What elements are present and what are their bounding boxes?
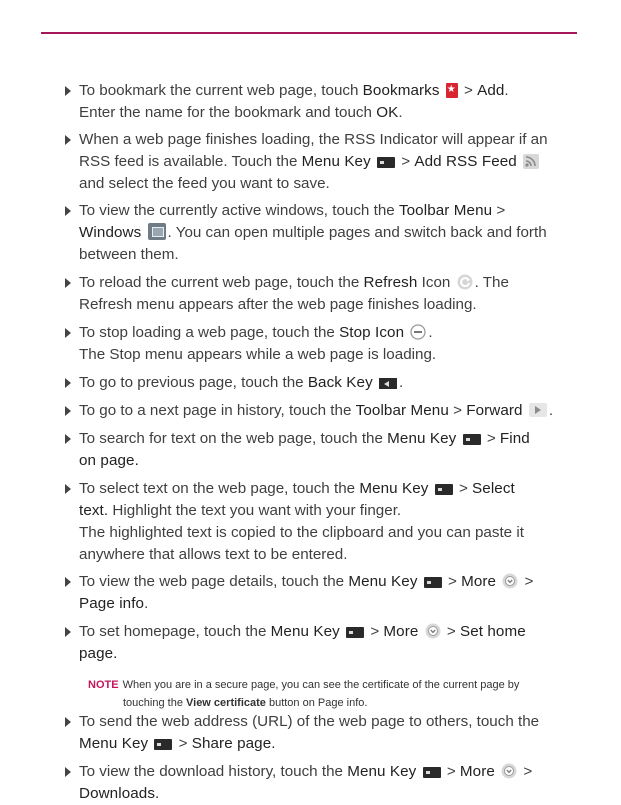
- line: To send the web address (URL) of the web page to others, touch the: [79, 713, 540, 730]
- item-bold: text.: [79, 502, 109, 519]
- item-text: .: [398, 104, 403, 121]
- line: [79, 428, 579, 450]
- item-bold: Bookmarks: [362, 82, 440, 99]
- item-text: .: [504, 82, 509, 99]
- item-text: To view the web page details, touch the: [79, 573, 349, 590]
- item-bold: on page.: [79, 452, 139, 469]
- stop-icon: [410, 324, 426, 340]
- line: [79, 593, 579, 615]
- list-item: [79, 428, 579, 472]
- menu-key-icon: [377, 157, 395, 168]
- item-text: To set homepage, touch the: [79, 623, 271, 640]
- list-item: [79, 372, 579, 394]
- refresh-icon: [457, 274, 473, 290]
- item-bold: Back Key: [307, 374, 373, 391]
- bullet-icon: [65, 135, 71, 145]
- item-bold: Menu Key: [348, 573, 418, 590]
- note-label: NOTE: [88, 679, 119, 691]
- item-text: .: [548, 402, 554, 419]
- note-line: [88, 694, 568, 712]
- item-bold: OK: [376, 104, 399, 121]
- list-item: [79, 200, 579, 266]
- item-bold: Share page.: [191, 735, 276, 752]
- more-icon: [502, 573, 518, 589]
- item-text: >: [492, 202, 506, 219]
- note-box: [88, 676, 568, 712]
- bullet-icon: [65, 86, 71, 96]
- item-text: To view the download history, touch the: [79, 763, 348, 780]
- more-icon: [425, 623, 441, 639]
- item-bold: Menu Key: [387, 430, 457, 447]
- bullet-icon: [65, 328, 71, 338]
- item-text: >: [174, 735, 192, 752]
- item-bold: Add: [477, 82, 505, 99]
- menu-key-icon: [424, 577, 442, 588]
- item-text: >: [448, 402, 467, 419]
- bullet-icon: [65, 406, 71, 416]
- item-text: To view the currently active windows, touch the: [79, 202, 399, 219]
- line: [79, 222, 579, 244]
- line: When a web page finishes loading, the RSS Indicator will appear if an: [79, 131, 548, 148]
- line: The highlighted text is copied to the clipboard and you can paste it: [79, 524, 524, 541]
- item-text: . The: [474, 274, 509, 291]
- bullet-icon: [65, 434, 71, 444]
- bullet-icon: [65, 484, 71, 494]
- menu-key-icon: [423, 767, 441, 778]
- top-divider: [41, 32, 577, 34]
- line: [79, 621, 579, 643]
- line: [79, 571, 579, 593]
- item-bold: Menu Key: [79, 735, 149, 752]
- back-key-icon: [379, 378, 397, 389]
- line: anywhere that allows text to be entered.: [79, 546, 348, 563]
- line: [79, 80, 579, 102]
- item-bold: Stop Icon: [339, 324, 405, 341]
- note-text: button on Page info.: [265, 697, 368, 709]
- rss-feed-icon: [523, 154, 539, 169]
- bullet-icon: [65, 206, 71, 216]
- bullet-icon: [65, 627, 71, 637]
- list-item: [79, 129, 579, 195]
- line: [79, 200, 579, 222]
- bullet-icon: [65, 577, 71, 587]
- line: [79, 643, 579, 665]
- item-text: To go to a next page in history, touch the: [79, 402, 356, 419]
- item-bold: Toolbar Menu: [398, 202, 493, 219]
- item-text: >: [397, 153, 415, 170]
- item-bold: Forward: [466, 402, 523, 419]
- line: [79, 400, 589, 422]
- item-text: >: [443, 573, 462, 590]
- list-item: [79, 621, 579, 665]
- item-text: . You can open multiple pages and switch back and forth: [167, 224, 547, 241]
- line: between them.: [79, 246, 179, 263]
- item-bold: More: [459, 763, 495, 780]
- item-bold: Toolbar Menu: [355, 402, 449, 419]
- menu-key-icon: [154, 739, 172, 750]
- list-item: [79, 272, 579, 316]
- item-bold: Refresh: [363, 274, 418, 291]
- item-bold: Menu Key: [301, 153, 371, 170]
- list-item: [79, 400, 589, 422]
- item-bold: Page info: [79, 595, 145, 612]
- item-text: >: [482, 430, 500, 447]
- note-text: When you are in a secure page, you can see the certificate of the current page by: [122, 679, 520, 691]
- item-bold: More: [383, 623, 419, 640]
- item-text: To stop loading a web page, touch the: [79, 324, 340, 341]
- item-text: >: [442, 763, 460, 780]
- item-text: >: [520, 573, 534, 590]
- item-text: Icon: [417, 274, 455, 291]
- list-item: [79, 478, 579, 566]
- item-text: Enter the name for the bookmark and touch: [79, 104, 377, 121]
- item-bold: Downloads.: [79, 785, 160, 802]
- item-bold: More: [461, 573, 497, 590]
- line: [79, 761, 579, 783]
- line: [79, 478, 579, 500]
- item-bold: Select: [472, 480, 515, 497]
- item-text: >: [366, 623, 384, 640]
- line: Refresh menu appears after the web page finishes loading.: [79, 296, 477, 313]
- line: [79, 733, 584, 755]
- item-text: To select text on the web page, touch the: [79, 480, 360, 497]
- item-text: >: [454, 480, 473, 497]
- bookmark-icon: [446, 83, 458, 98]
- item-text: To bookmark the current web page, touch: [79, 82, 363, 99]
- line: The Stop menu appears while a web page is loading.: [79, 346, 437, 363]
- item-text: >: [459, 82, 478, 99]
- bullet-icon: [65, 278, 71, 288]
- note-text: touching the: [123, 697, 186, 709]
- list-item: [79, 711, 584, 755]
- item-bold: page.: [79, 645, 118, 662]
- item-text: To go to previous page, touch the: [79, 374, 308, 391]
- item-bold: Windows: [79, 224, 142, 241]
- line: [79, 783, 579, 805]
- line: [79, 500, 579, 522]
- list-item: [79, 322, 579, 366]
- list-item: [79, 80, 579, 124]
- item-text: To search for text on the web page, touch the: [79, 430, 388, 447]
- line: [79, 272, 579, 294]
- line: [79, 322, 579, 344]
- item-bold: Find: [499, 430, 530, 447]
- line: [79, 372, 579, 394]
- bullet-icon: [65, 717, 71, 727]
- line: [79, 151, 579, 173]
- forward-icon: [529, 403, 547, 417]
- bullet-icon: [65, 378, 71, 388]
- item-text: .: [428, 324, 433, 341]
- item-text: >: [442, 623, 460, 640]
- item-bold: Add RSS Feed: [414, 153, 517, 170]
- item-bold: Menu Key: [347, 763, 417, 780]
- item-bold: Menu Key: [270, 623, 340, 640]
- line: and select the feed you want to save.: [79, 175, 330, 192]
- more-icon: [501, 763, 517, 779]
- bullet-icon: [65, 767, 71, 777]
- menu-key-icon: [463, 434, 481, 445]
- line: [79, 450, 579, 472]
- list-item: [79, 761, 579, 805]
- item-bold: Menu Key: [359, 480, 429, 497]
- item-text: RSS feed is available. Touch the: [79, 153, 302, 170]
- menu-key-icon: [346, 627, 364, 638]
- item-text: .: [399, 374, 404, 391]
- note-bold: View certificate: [186, 697, 266, 709]
- item-text: .: [144, 595, 149, 612]
- line: [79, 102, 579, 124]
- menu-key-icon: [435, 484, 453, 495]
- item-text: >: [519, 763, 533, 780]
- item-text: To reload the current web page, touch the: [79, 274, 364, 291]
- windows-icon: [148, 223, 166, 240]
- item-text: Highlight the text you want with your finger.: [108, 502, 402, 519]
- list-item: [79, 571, 579, 615]
- item-bold: Set home: [459, 623, 526, 640]
